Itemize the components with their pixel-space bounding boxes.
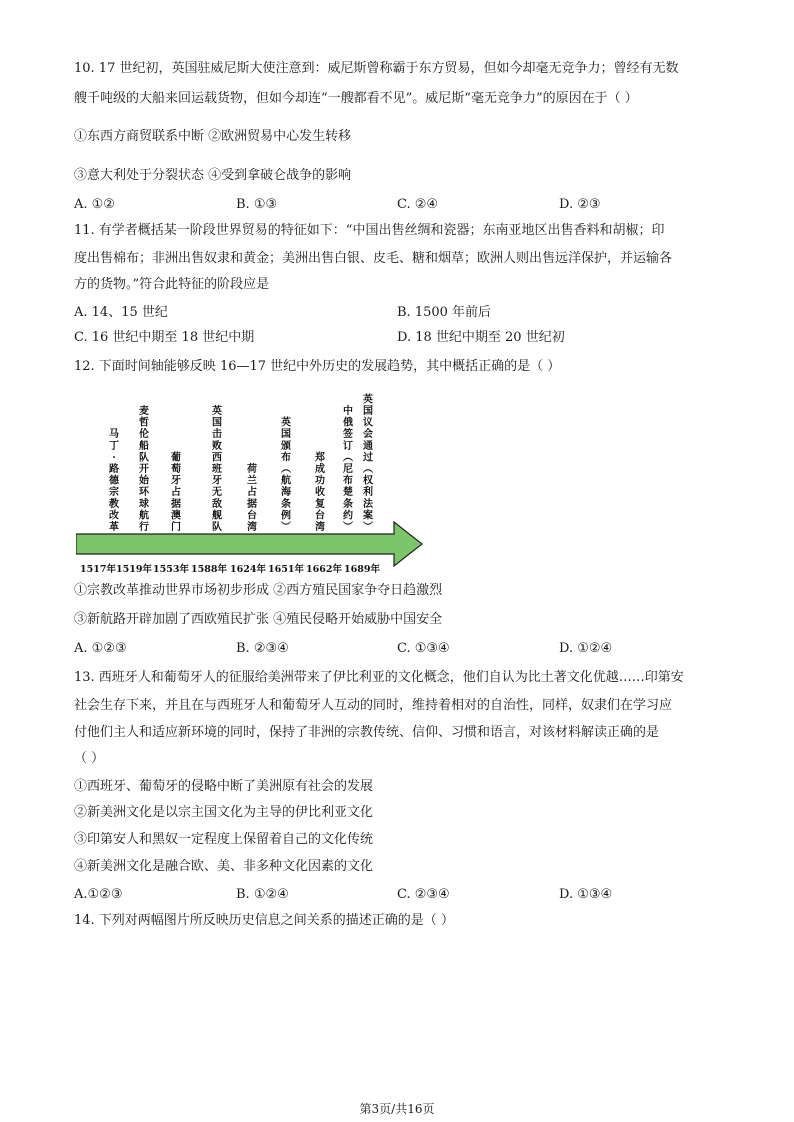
timeline-event-4: [211, 404, 223, 533]
timeline-event-char: 复: [315, 498, 325, 510]
timeline-event-char: 葡: [171, 452, 181, 464]
q11-stem-line-1: 11. 有学者概括某一阶段世界贸易的特征如下：“中国出售丝绸和瓷器；东南亚地区出售香料和胡椒；印: [74, 223, 665, 238]
q13-options: [74, 886, 734, 904]
q12-options: [74, 640, 734, 658]
timeline-event-char: 环: [139, 487, 149, 499]
timeline-event-5: [246, 462, 257, 533]
timeline-event-char: 据: [171, 498, 181, 510]
timeline-event-char: 西: [212, 452, 222, 464]
q13-stem-line-3: 付他们主人和适应新环境的同时，保持了非洲的宗教传统、信仰、习惯和语言，对该材料解读正确的是: [74, 725, 660, 740]
timeline-event-char: 布: [281, 452, 291, 464]
timeline-event-char: 队: [212, 522, 222, 533]
timeline-event-char: 英: [363, 394, 373, 406]
timeline-event-char: 航: [139, 510, 149, 522]
timeline-event-char: 国: [212, 417, 222, 429]
q10-option-a[interactable]: A. ①②: [74, 197, 115, 212]
q13-stem-line-4: （ ）: [74, 751, 105, 766]
timeline-event-char: 始: [139, 475, 149, 487]
timeline-event-char: 牙: [212, 475, 222, 487]
timeline-event-char: 行: [139, 522, 149, 533]
timeline-year-label: 1662年: [306, 564, 342, 574]
timeline-event-char: 马: [109, 429, 119, 441]
timeline-event-char: 台: [315, 510, 325, 522]
q12-timeline-figure: [76, 392, 426, 574]
timeline-event-char: 哲: [139, 417, 149, 429]
timeline-event-6: [280, 416, 292, 533]
q10-item-row-1: ①东西方商贸联系中断 ②欧洲贸易中心发生转移: [74, 129, 352, 144]
timeline-event-char: ︵: [343, 452, 353, 464]
timeline-year-label: 1689年: [344, 564, 380, 574]
q10-option-c[interactable]: C. ②④: [397, 197, 439, 212]
q12-option-a[interactable]: A. ①②③: [74, 641, 127, 656]
timeline-event-char: 班: [212, 464, 222, 475]
timeline-event-char: 开: [139, 464, 149, 475]
timeline-event-2: [138, 404, 150, 533]
timeline-event-char: 英: [212, 406, 222, 417]
timeline-event-char: 舰: [212, 510, 222, 522]
timeline-event-char: 布: [343, 475, 353, 487]
timeline-event-char: 占: [171, 487, 181, 499]
timeline-event-char: 国: [363, 406, 373, 417]
timeline-event-char: 法: [363, 498, 373, 510]
timeline-event-char: 荷: [247, 464, 257, 475]
timeline-event-char: 无: [212, 487, 222, 499]
q13-item-1: ①西班牙、葡萄牙的侵略中断了美洲原有社会的发展: [74, 779, 374, 794]
q13-item-4: ④新美洲文化是融合欧、美、非多种文化因素的文化: [74, 859, 374, 874]
q11-stem-line-2: 度出售棉布；非洲出售奴隶和黄金；美洲出售白银、皮毛、糖和烟草；欧洲人则出售远洋保护，并运输各: [74, 251, 673, 266]
timeline-event-char: 过: [363, 452, 373, 464]
q10-options: [74, 196, 734, 214]
q13-stem-line-2: 社会生存下来，并且在与西班牙人和葡萄牙人互动的同时，维持着相对的自治性，同样，奴隶们在学习应: [74, 698, 673, 713]
timeline-year-label: 1588年: [191, 564, 227, 574]
timeline-event-char: 澳: [171, 510, 181, 522]
timeline-event-char: 队: [139, 452, 149, 464]
timeline-event-char: 订: [343, 440, 353, 452]
timeline-event-char: 宗: [109, 487, 119, 499]
timeline-event-char: 球: [139, 498, 149, 510]
timeline-event-char: ︵: [363, 464, 373, 475]
q11-options-row-2: [74, 329, 734, 347]
timeline-event-char: ︶: [363, 522, 373, 533]
timeline-event-char: 敌: [212, 498, 222, 510]
timeline-event-char: 德: [109, 475, 119, 487]
page-number: 第3页/共16页: [359, 1102, 435, 1116]
timeline-event-1: [108, 427, 120, 533]
q13-option-b[interactable]: B. ①②④: [236, 887, 289, 902]
timeline-event-char: 湾: [315, 522, 325, 533]
q13-option-a[interactable]: A.①②③: [74, 887, 123, 902]
timeline-event-char: ︶: [281, 522, 291, 533]
timeline-event-char: 约: [343, 510, 353, 522]
q11-option-c[interactable]: C. 16 世纪中期至 18 世纪中期: [74, 330, 255, 345]
timeline-year-label: 1624年: [230, 564, 266, 574]
timeline-event-char: 路: [109, 464, 119, 475]
timeline-event-char: 牙: [171, 475, 181, 487]
timeline-event-char: 英: [281, 417, 291, 429]
timeline-event-char: 中: [343, 406, 353, 417]
timeline-event-char: 台: [247, 510, 257, 522]
q11-options-row-1: [74, 304, 734, 322]
timeline-event-char: 俄: [343, 417, 353, 429]
timeline-event-char: 签: [343, 429, 353, 441]
timeline-event-char: 萄: [171, 464, 181, 475]
q10-option-b[interactable]: B. ①③: [236, 197, 278, 212]
timeline-event-char: 航: [281, 475, 291, 487]
q10-stem-line-1: 10. 17 世纪初，英国驻威尼斯大使注意到：威尼斯曾称霸于东方贸易，但如今却毫无竞争力；曾经有无数: [74, 61, 679, 76]
timeline-event-char: 伦: [139, 429, 149, 441]
q10-item-row-2: ③意大利处于分裂状态 ④受到拿破仑战争的影响: [74, 168, 352, 183]
timeline-event-char: ·: [112, 452, 116, 464]
timeline-event-char: 案: [363, 510, 373, 522]
q12-item-row-1: ①宗教改革推动世界市场初步形成 ②西方殖民国家争夺日趋激烈: [74, 583, 443, 598]
timeline-year-label: 1517年: [80, 564, 116, 574]
timeline-event-char: 湾: [247, 522, 257, 533]
timeline-event-char: 教: [109, 498, 119, 510]
q13-option-d[interactable]: D. ①③④: [559, 887, 613, 902]
q12-stem: 12. 下面时间轴能够反映 16—17 世纪中外历史的发展趋势，其中概括正确的是（ ）: [74, 359, 561, 374]
timeline-event-char: 楚: [343, 487, 353, 499]
q11-stem-line-3: 方的货物。”符合此特征的阶段应是: [74, 277, 270, 292]
q14-stem: 14. 下列对两幅图片所反映历史信息之间关系的描述正确的是（ ）: [74, 913, 454, 928]
q12-option-c[interactable]: C. ①③④: [397, 641, 450, 656]
timeline-event-char: 兰: [247, 475, 257, 487]
q13-option-c[interactable]: C. ②③④: [397, 887, 450, 902]
q11-option-d[interactable]: D. 18 世纪中期至 20 世纪初: [397, 330, 565, 345]
timeline-event-char: 条: [281, 498, 291, 510]
timeline-year-label: 1651年: [268, 564, 304, 574]
timeline-event-char: 败: [212, 440, 222, 452]
timeline-event-char: 收: [315, 487, 325, 499]
timeline-event-char: 条: [343, 498, 353, 510]
timeline-event-char: 例: [281, 510, 291, 522]
timeline-event-char: 改: [109, 510, 119, 522]
q12-option-b[interactable]: B. ②③④: [236, 641, 289, 656]
timeline-event-char: 郑: [315, 452, 325, 464]
q12-item-row-2: ③新航路开辟加剧了西欧殖民扩张 ④殖民侵略开始威胁中国安全: [74, 612, 443, 627]
timeline-event-char: 丁: [109, 440, 119, 452]
timeline-year-label: 1519年: [116, 564, 152, 574]
q12-option-d[interactable]: D. ①②④: [559, 641, 613, 656]
timeline-event-char: 议: [363, 417, 373, 429]
q10-stem-line-2: 艘千吨级的大船来回运载货物，但如今却连“一艘都看不见”。威尼斯“毫无竞争力”的原因在于（ ）: [74, 91, 638, 106]
timeline-event-char: 成: [315, 464, 325, 475]
timeline-event-char: 通: [363, 440, 373, 452]
timeline-event-char: 会: [363, 429, 373, 441]
timeline-event-char: 颁: [281, 440, 291, 452]
timeline-event-char: 尼: [343, 464, 353, 475]
q11-option-a[interactable]: A. 14、15 世纪: [74, 305, 168, 320]
q13-stem-line-1: 13. 西班牙人和葡萄牙人的征服给美洲带来了伊比利亚的文化概念，他们自认为比土著文化优越……印第安: [74, 670, 684, 685]
timeline-event-char: 击: [212, 429, 222, 441]
timeline-event-char: 功: [315, 475, 325, 487]
timeline-event-char: 国: [281, 429, 291, 441]
timeline-event-7: [314, 450, 325, 533]
timeline-year-label: 1553年: [153, 564, 189, 574]
timeline-event-char: 利: [363, 487, 373, 499]
timeline-event-char: 门: [171, 522, 181, 533]
timeline-event-char: 麦: [139, 406, 149, 417]
timeline-event-3: [170, 450, 181, 533]
timeline-event-char: 船: [139, 440, 149, 452]
timeline-event-char: 海: [281, 487, 291, 499]
q10-option-d[interactable]: D. ②③: [559, 197, 601, 212]
timeline-event-char: 据: [247, 498, 257, 510]
q13-item-3: ③印第安人和黑奴一定程度上保留着自己的文化传统: [74, 832, 374, 847]
timeline-event-9: [362, 392, 374, 533]
timeline-event-char: ︵: [281, 464, 291, 475]
timeline-event-char: 权: [363, 475, 373, 487]
timeline-event-char: 革: [109, 522, 119, 533]
q11-option-b[interactable]: B. 1500 年前后: [397, 305, 492, 320]
timeline-event-8: [342, 404, 353, 533]
timeline-event-char: 占: [247, 487, 257, 499]
q13-item-2: ②新美洲文化是以宗主国文化为主导的伊比利亚文化: [74, 805, 374, 820]
timeline-event-char: ︶: [343, 522, 353, 533]
